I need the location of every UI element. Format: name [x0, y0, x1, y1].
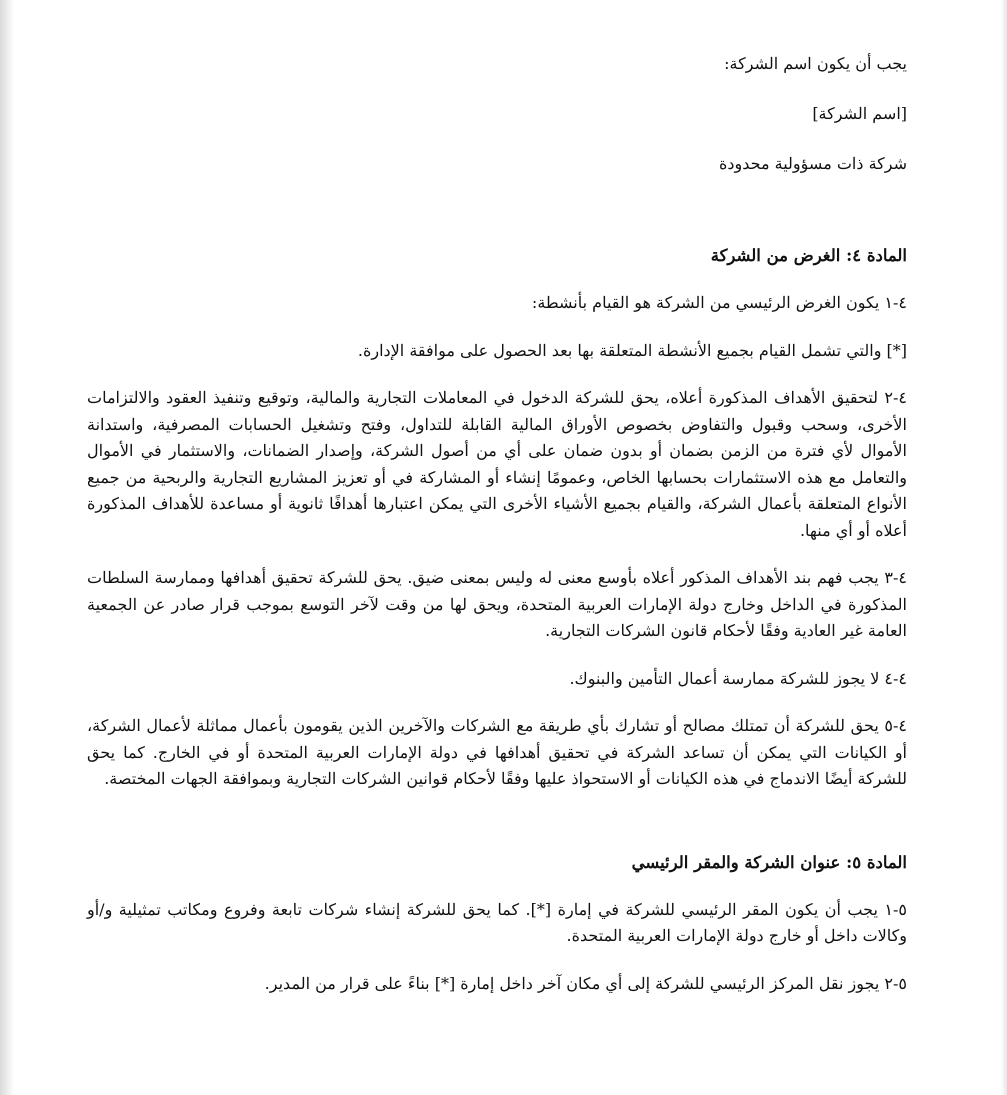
article-5-title: المادة ٥: عنوان الشركة والمقر الرئيسي — [631, 852, 907, 872]
company-type: شركة ذات مسؤولية محدودة — [719, 154, 907, 173]
clause-4-1: ٤-١ يكون الغرض الرئيسي من الشركة هو القيام بأنشطة: — [531, 293, 907, 312]
page-right-edge-shadow — [1001, 0, 1007, 1095]
clause-4-2: ٤-٢ لتحقيق الأهداف المذكورة أعلاه، يحق للشركة الدخول في المعاملات التجارية والمالية، وتوقيع وتنفيذ العقود والالتزامات الأخرى، وسحب وقبول والتفاوض بخصوص الأوراق المالية القابلة للتداول، وفتح وتشغيل الحسابات المصرفية، واستدانة الأموال لأي فترة من الزمن بضمان أو بدون ضمان على أي من أصول الشركة، وإصدار الضمانات، والاستثمار في الأموال والتعامل مع هذه الاستثمارات بحسابها الخاص، وعمومًا إنشاء أو المشاركة في أو تعزيز المشاريع التجارية والربحية من جميع الأنواع المتعلقة بأعمال الشركة، والقيام بجميع الأشياء الأخرى التي يمكن اعتبارها أهدافًا ثانوية أو مساعدة للأهداف المذكورة أعلاه أو أي منها. — [87, 388, 908, 540]
clause-4-3: ٤-٣ يجب فهم بند الأهداف المذكور أعلاه بأوسع معنى له وليس بمعنى ضيق. يحق للشركة تحقيق أهدافها وممارسة السلطات المذكورة في الداخل وخارج دولة الإمارات العربية المتحدة، ويحق لها من وقت لآخر التوسع بموجب قرار صادر عن الجمعية العامة غير العادية وفقًا لأحكام قانون الشركات التجارية. — [87, 568, 907, 640]
clause-4-4: ٤-٤ لا يجوز للشركة ممارسة أعمال التأمين والبنوك. — [569, 668, 907, 688]
clause-4-5: ٤-٥ يحق للشركة أن تمتلك مصالح أو تشارك بأي طريقة مع الشركات والآخرين الذين يقومون بأعمال مماثلة لأعمال الشركة، أو الكيانات التي يمكن أن تساعد الشركة في تحقيق أهدافها في دولة الإمارات العربية المتحدة أو في الخارج. كما يحق للشركة أيضًا الاندماج في هذه الكيانات أو الاستحواذ عليها وفقًا لأحكام قوانين الشركات التجارية وبموافقة الجهات المختصة. — [87, 716, 907, 788]
clause-5-2: ٥-٢ يجوز نقل المركز الرئيسي للشركة إلى أي مكان آخر داخل إمارة [*] بناءً على قرار من المدير. — [264, 973, 907, 993]
document-page — [87, 52, 907, 1018]
article-4-title: المادة ٤: الغرض من الشركة — [710, 246, 907, 265]
clause-4-1-continued: [*] والتي تشمل القيام بجميع الأنشطة المتعلقة بها بعد الحصول على موافقة الإدارة. — [357, 340, 907, 360]
page-left-edge-shadow — [0, 0, 14, 1095]
company-name-placeholder: [اسم الشركة] — [812, 104, 907, 123]
company-name-requirement: يجب أن يكون اسم الشركة: — [724, 54, 907, 73]
clause-5-1: ٥-١ يجب أن يكون المقر الرئيسي للشركة في إمارة [*]. كما يحق للشركة إنشاء شركات تابعة وفروع ومكاتب تمثيلية و/أو وكالات داخل أو خارج دولة الإمارات العربية المتحدة. — [87, 899, 908, 945]
